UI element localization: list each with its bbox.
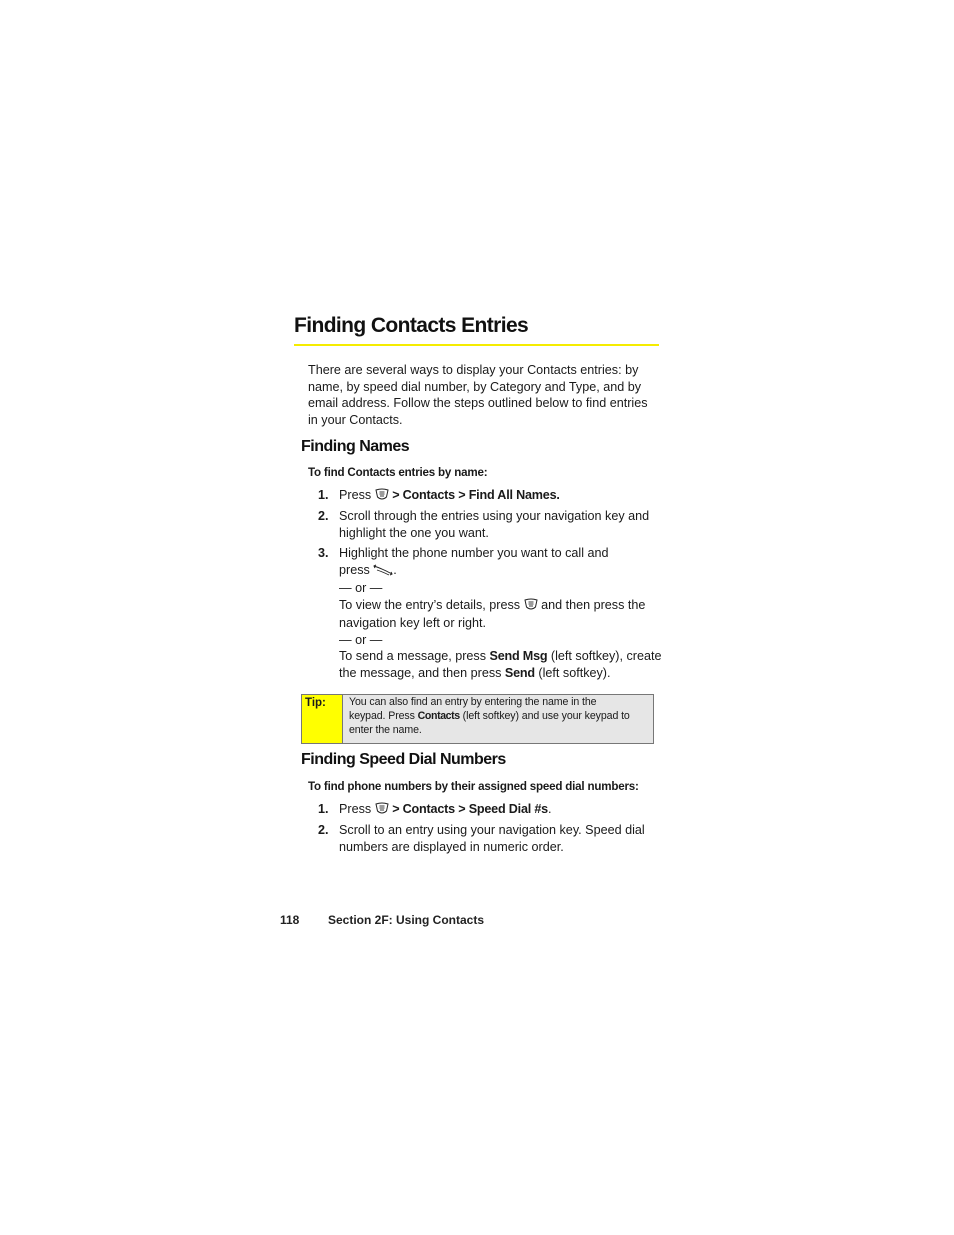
finding-names-lead: To find Contacts entries by name: (308, 466, 488, 479)
or-divider: — or — (339, 581, 383, 595)
step-number: 1. (318, 802, 329, 816)
softkey-label: Contacts (417, 709, 460, 722)
step-number: 2. (318, 509, 329, 523)
softkey-label: Send Msg (489, 649, 548, 663)
step-text: (left softkey), create (550, 649, 662, 663)
softkey-label: Send (504, 665, 535, 680)
section-label: Section 2F: Using Contacts (328, 913, 485, 927)
tip-label: Tip: (302, 695, 343, 743)
names-step-2 (318, 508, 670, 542)
step-number: 2. (318, 823, 329, 837)
speed-dial-step-1 (318, 801, 670, 821)
step-text-line: Scroll to an entry using your navigation key. Speed dial (339, 823, 645, 837)
step-text: Press (339, 802, 372, 816)
page-number: 118 (280, 913, 300, 927)
step-text: press (339, 562, 370, 577)
tip-line: enter the name. (349, 723, 422, 736)
intro-paragraph: There are several ways to display your Contacts entries: by name, by speed dial number, by Category and Type, and by email address. Follow the steps outlined below to find entries in your Contacts. (308, 363, 648, 427)
period: . (393, 562, 397, 577)
menu-ok-key-icon (375, 802, 389, 820)
step-text: and then press the (541, 597, 646, 612)
names-step-1 (318, 487, 670, 507)
step-text: Press (339, 488, 372, 502)
tip-text (343, 695, 636, 743)
talk-key-icon (373, 564, 393, 581)
step-number: 3. (318, 546, 329, 560)
step-text-line: Highlight the phone number you want to call and (339, 546, 609, 560)
step-text: the message, and then press (339, 665, 502, 680)
step-number: 1. (318, 488, 329, 502)
tip-line: (left softkey) and use your keypad to (462, 709, 630, 722)
step-text-line: Scroll through the entries using your navigation key and (339, 509, 650, 523)
speed-dial-step-2 (318, 822, 670, 856)
period: . (548, 802, 552, 816)
tip-box (301, 694, 654, 744)
step-text-line: numbers are displayed in numeric order. (339, 839, 564, 854)
tip-line: You can also find an entry by entering the name in the (349, 696, 597, 708)
step-text: (left softkey). (538, 665, 611, 680)
finding-names-heading: Finding Names (301, 438, 410, 455)
step-text: To send a message, press (339, 649, 487, 663)
speed-dial-heading: Finding Speed Dial Numbers (301, 751, 506, 768)
names-step-3 (318, 545, 670, 680)
page-title: Finding Contacts Entries (294, 314, 659, 346)
step-text-line: navigation key left or right. (339, 616, 487, 630)
menu-ok-key-icon (524, 598, 538, 616)
menu-ok-key-icon (375, 488, 389, 506)
tip-line: keypad. Press (349, 709, 415, 722)
menu-path: > Contacts > Speed Dial #s (392, 802, 548, 816)
or-divider: — or — (339, 632, 383, 647)
speed-dial-lead: To find phone numbers by their assigned speed dial numbers: (308, 780, 639, 793)
step-text: To view the entry’s details, press (339, 597, 521, 612)
step-text-line: highlight the one you want. (339, 525, 489, 540)
menu-path: > Contacts > Find All Names. (392, 488, 560, 502)
